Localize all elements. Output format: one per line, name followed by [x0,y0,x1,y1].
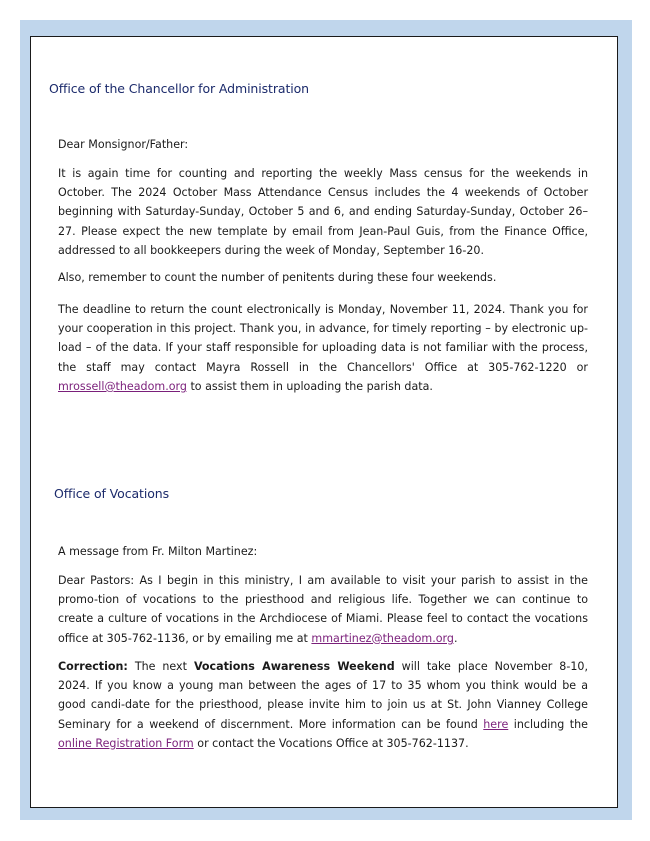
chancellor-heading: Office of the Chancellor for Administration [49,81,309,96]
vocations-paragraph-1 [58,571,588,648]
link-online-registration-form[interactable]: online Registration Form [58,736,194,750]
vocations-paragraph-2 [58,657,588,753]
weekend-name: Vocations Awareness Weekend [193,660,395,673]
vocations-paragraph-1-text: Dear Pastors: As I begin in this ministry, I am available to visit your parish to assist in the promo-tion of vocations to the priesthood and religious life. Together we can continue to create a culture of vocations in the Archdiocese of Miami. Please feel to contact the vocations office at 305-762-1136, or by emailing me at [58,574,588,645]
chancellor-salutation: Dear Monsignor/Father: [58,138,189,151]
vocations-paragraph-2-c: including the [508,717,588,731]
email-link-mrossell[interactable]: mrossell@theadom.org [58,379,187,393]
link-here[interactable]: here [483,717,509,731]
vocations-paragraph-1-end: . [453,631,458,645]
vocations-paragraph-2-a: The next [127,660,194,673]
chancellor-paragraph-3 [58,300,588,396]
chancellor-paragraph-3-end: to assist them in uploading the parish data. [186,379,433,393]
chancellor-paragraph-2: Also, remember to count the number of penitents during these four weekends. [58,271,497,284]
vocations-paragraph-2-d: or contact the Vocations Office at 305-762-1137. [193,736,469,750]
chancellor-paragraph-3-text: The deadline to return the count electronically is Monday, November 11, 2024. Thank you for your cooperation in this project. Thank you, in advance, for timely reporting – by electronic up-load – of the data. If your staff responsible for uploading data is not familiar with the process, the staff may contact Mayra Rossell in the Chancellors' Office at 305-762-1220 or [58,303,588,374]
vocations-paragraph-2-b: will take place November 8-10, 2024. If you know a young man between the ages of 17 to 35 whom you think would be a good candi-date for the priesthood, please invite him to join us at St. John Vianney College Seminary for a weekend of discernment. More information can be found [58,660,588,731]
chancellor-paragraph-1: It is again time for counting and reporting the weekly Mass census for the weekends in October. The 2024 October Mass Attendance Census includes the 4 weekends of October beginning with Saturday-Sunday, October 5 and 6, and ending Saturday-Sunday, October 26– 27. Please expect the new template by email from Jean-Paul Guis, from the Finance Office, addressed to all bookkeepers during the week of Monday, September 16-20. [58,167,588,257]
vocations-heading: Office of Vocations [54,486,169,501]
page-frame [20,20,632,820]
newsletter-panel [30,36,618,808]
email-link-mmartinez[interactable]: mmartinez@theadom.org [311,631,454,645]
vocations-intro: A message from Fr. Milton Martinez: [58,545,258,558]
correction-label: Correction: [58,660,128,673]
